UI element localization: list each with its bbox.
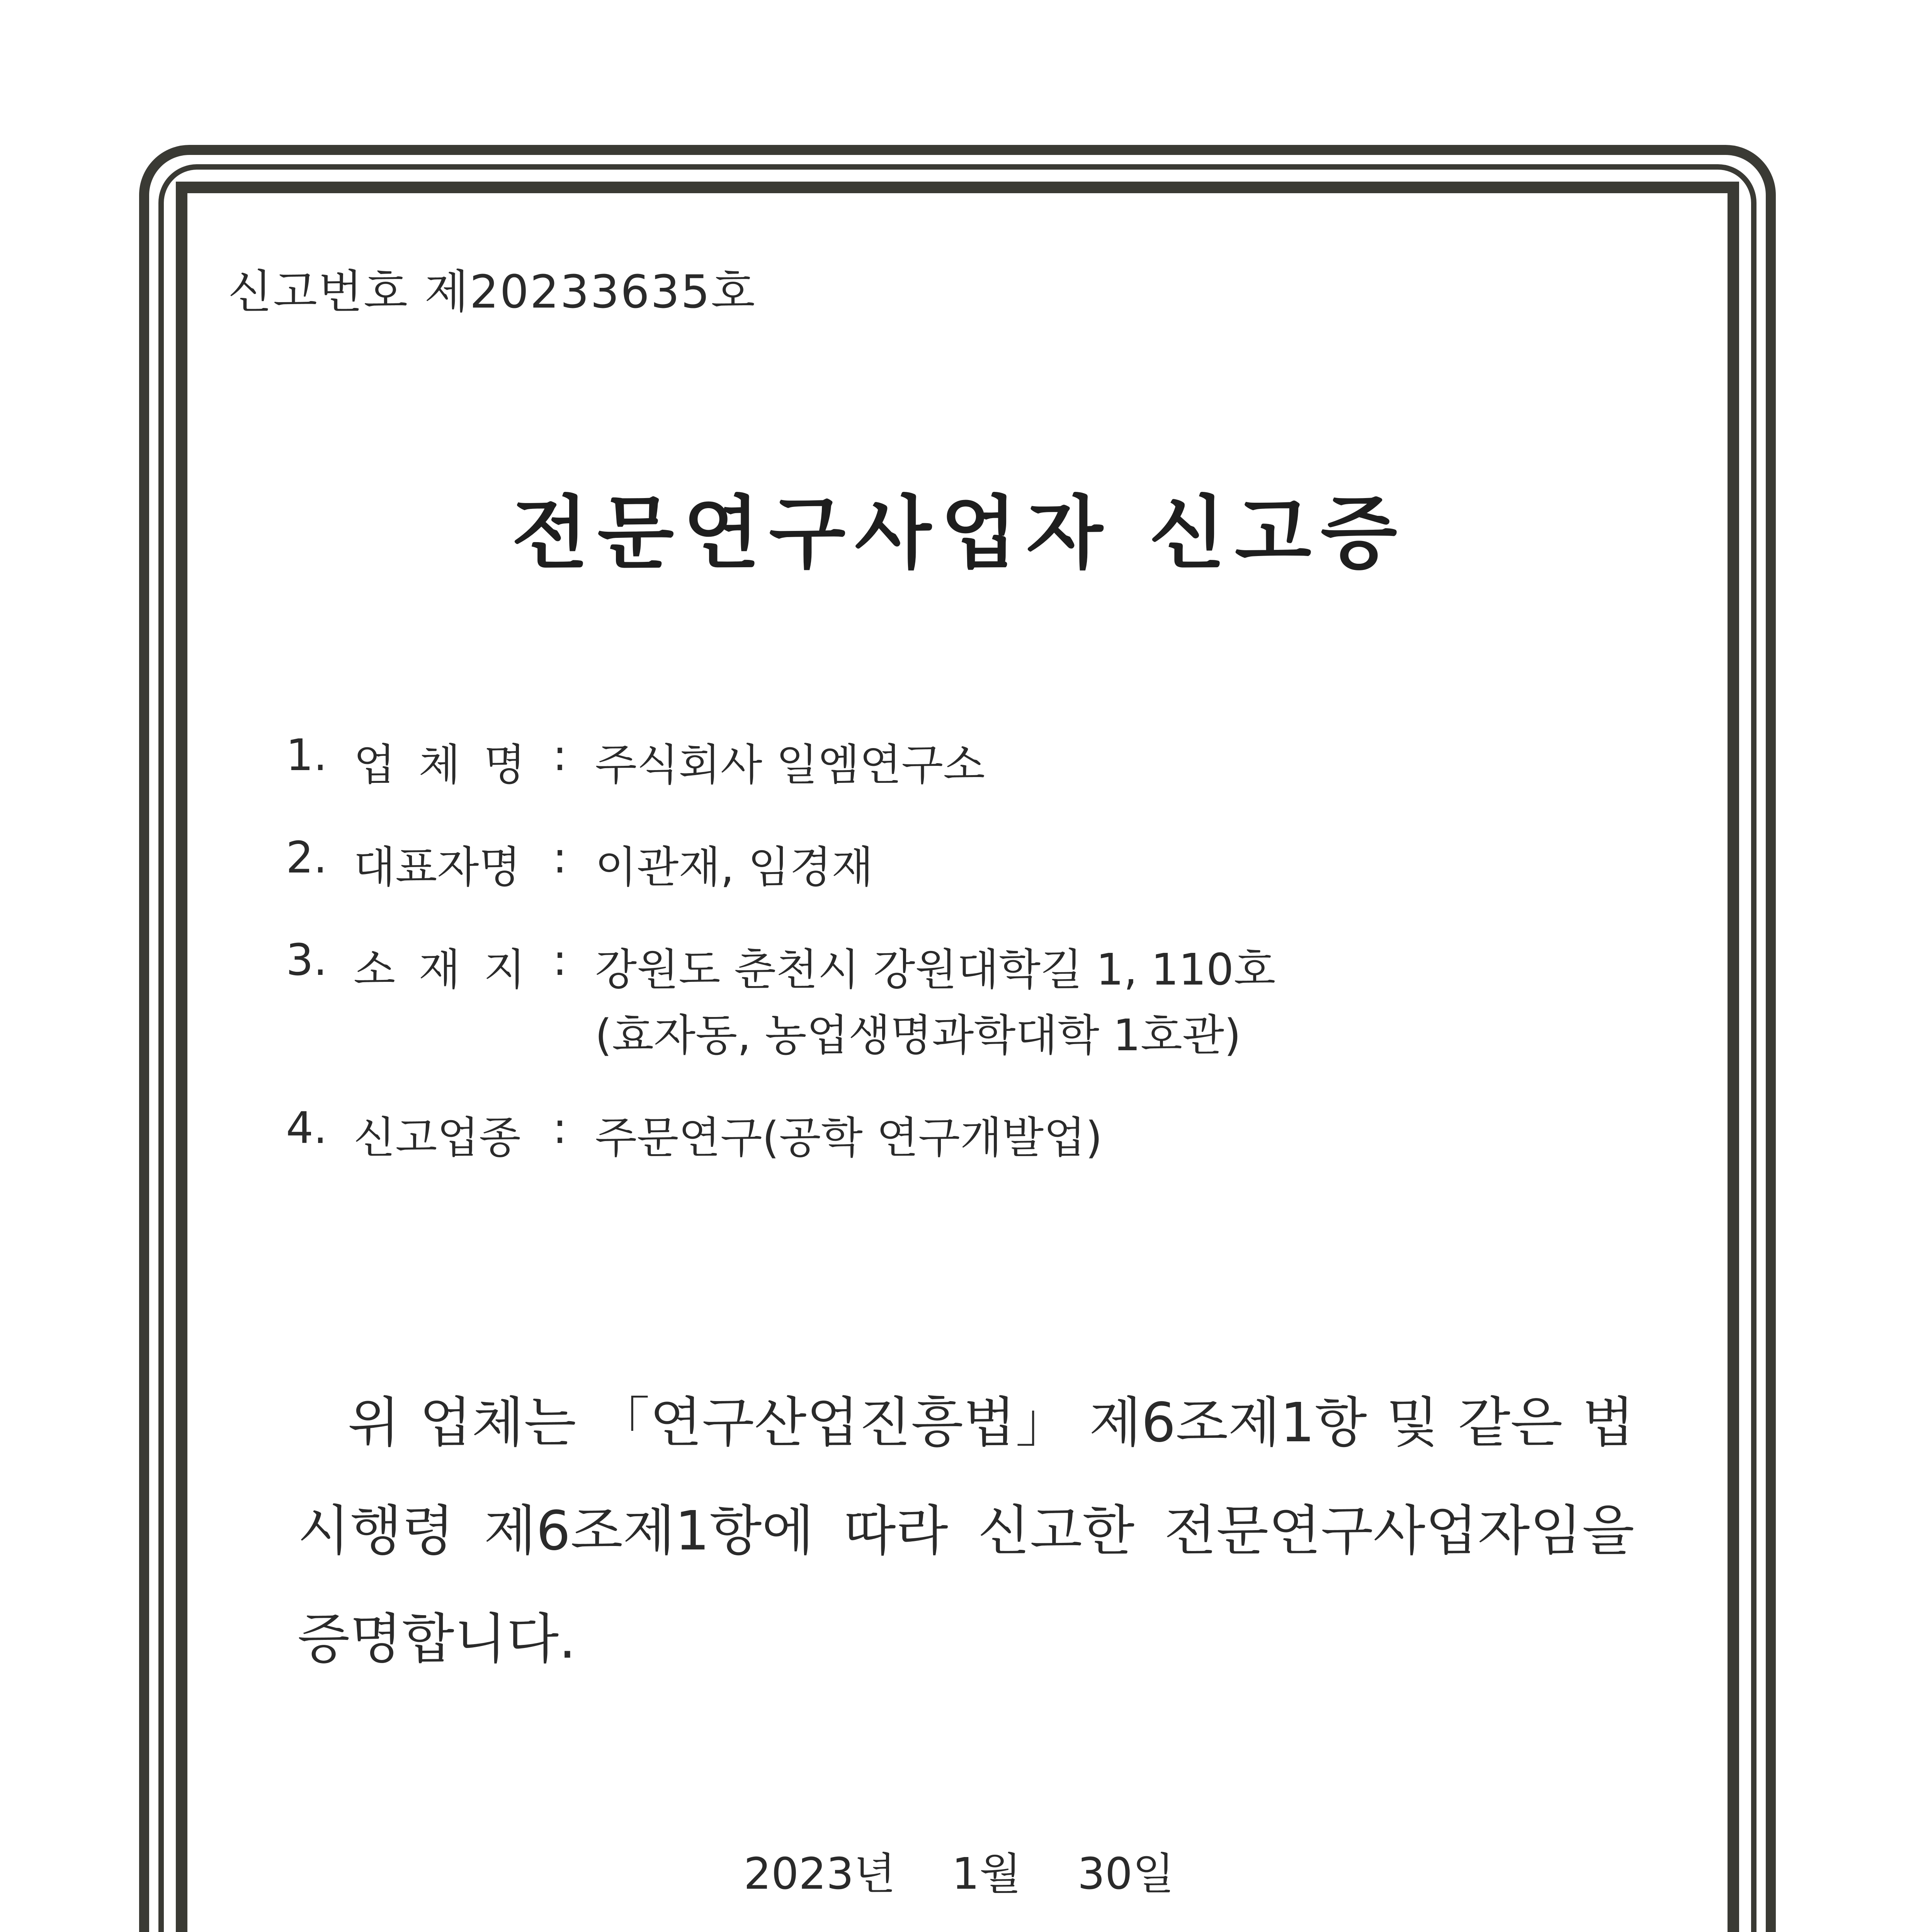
statement-word: 따라: [843, 1500, 948, 1563]
statement-word: 같은: [1458, 1391, 1563, 1454]
item-value-continued: (효자동, 농업생명과학대학 1호관): [595, 1010, 1241, 1061]
item-number: 2.: [286, 833, 327, 883]
statement-word: 업체는: [419, 1391, 576, 1454]
statement-line: [298, 1488, 1634, 1565]
statement-line: 증명합니다.: [298, 1608, 576, 1671]
statement-word: 「연구산업진흥법」: [595, 1391, 1070, 1454]
item-colon: :: [553, 935, 567, 985]
item-colon: :: [553, 1103, 567, 1153]
statement-word: 법: [1582, 1391, 1634, 1454]
statement-word: 시행령: [298, 1500, 454, 1563]
statement-line: [348, 1379, 1634, 1457]
item-colon: :: [553, 833, 567, 883]
statement-word: 전문연구사업자임을: [1164, 1500, 1634, 1563]
item-value: 이관재, 임경재: [595, 842, 874, 893]
item-number: 3.: [286, 935, 327, 985]
item-value: 주식회사 일엠연구소: [595, 740, 985, 790]
statement-word: 및: [1386, 1391, 1439, 1454]
item-colon: :: [553, 730, 567, 781]
item-value: 주문연구(공학 연구개발업): [595, 1113, 1103, 1163]
issue-date: 2023년 1월 30일: [743, 1849, 1175, 1899]
item-number: 1.: [286, 730, 327, 781]
item-label: 대표자명: [354, 842, 521, 893]
statement-word: 제6조제1항에: [484, 1500, 814, 1563]
item-value: 강원도 춘천시 강원대학길 1, 110호: [595, 945, 1276, 995]
item-number: 4.: [286, 1103, 327, 1153]
item-label: 소 재 지: [354, 945, 525, 995]
statement-word: 신고한: [978, 1500, 1135, 1563]
certificate-title: 전문연구사업자 신고증: [512, 488, 1406, 580]
statement-word: 제6조제1항: [1089, 1391, 1367, 1454]
item-label: 업 체 명: [354, 740, 525, 790]
registration-number: 신고번호 제20233635호: [228, 265, 757, 318]
statement-word: 위: [348, 1391, 400, 1454]
item-label: 신고업종: [354, 1113, 521, 1163]
